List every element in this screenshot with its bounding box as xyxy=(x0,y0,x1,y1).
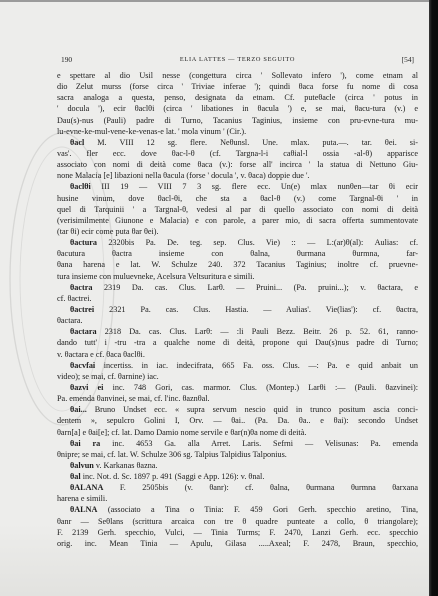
text-line: harena e simili. xyxy=(57,494,108,504)
entry-text: M. VIII 12 sg. flere. Neθunsl. Une. mlax. puta.—. tar. θei. si- xyxy=(84,137,418,147)
text-line: θarn[a] e θai[e]; cf. lat. Damo Damio nome servile e θar(n)θa nome di deità. xyxy=(57,427,307,437)
text-line: quel di Tarquinii ' a Targnal-θ, vedesi al par di quello associato con nomi di deità xyxy=(57,204,418,214)
entry-text: F. 2505bis (v. θanr): cf. θalna, θurmana θurmna θarxana xyxy=(103,483,418,493)
text-line: (verisimilmente Giunone e Malacia) e con parole, a parer mio, di sacra offerta summentovate xyxy=(57,215,418,225)
text-line: associato con nomi di deità come θaca (v.): forse all' incirca ' la statua di Nettuno Giu- xyxy=(57,160,418,170)
entry-headword: θaclθi xyxy=(70,182,91,192)
entry-headword: θactrei xyxy=(70,304,95,314)
entry-headword: θALNA xyxy=(70,505,98,515)
text-line: v. θactara e cf. θaca θaclθi. xyxy=(57,349,145,359)
text-line: lu-evne-ke-mul-vene-ke-venas-e lat. ' mola vinum ' (Cir.). xyxy=(57,126,247,136)
entry-line xyxy=(57,326,418,337)
entry-headword: θALANA xyxy=(70,483,104,493)
entry-text: Bruno Undset ecc. « supra servum nescio quid in trunco positum ascia conci- xyxy=(86,405,418,415)
text-line: Pa. emenda θanvinei, se mai, cf. l'inc. θaznθal. xyxy=(57,394,210,404)
body-text xyxy=(57,70,418,549)
entry-line xyxy=(57,471,418,482)
entry-text: 2318 Da. cas. Clus. Larθ: — :li Pauli Bezz. Beitr. 26 p. 52. 61, ranno- xyxy=(96,327,418,337)
text-line: e spettare al dio Usil nesse (congettura circa ' Sollevato infero '), come etnam al xyxy=(57,71,418,80)
entry-text: III 19 — VIII 7 3 sg. flere ecc. Un(e) mlax nunθen—tar θi ecir xyxy=(90,182,418,192)
text-line: θnipre; se mai, cf. lat. W. Schulze 306 sg. Talpius Talpidius Talponius. xyxy=(57,449,287,459)
page-number: 190 xyxy=(61,55,73,64)
text-line: none Malacia [e] libazioni nella θacula (forse ' docula ', v. θaca) doppie due '. xyxy=(57,171,310,181)
running-title: ELIA LATTES — TERZO SEGUITO xyxy=(179,56,296,63)
text-line: θana harena e lat. W. Schulze 240. 372 Tacanius Taginius; inoltre cf. pruevne- xyxy=(57,260,418,270)
entry-text: inc. 4653 Ga. alla Arret. Laris. Sefrni — Velisunas: Pa. emenda xyxy=(100,438,418,448)
text-line: tura insieme con muluevneke, Acelsura Veltsuritura e simili. xyxy=(57,271,255,281)
entry-headword: θalvun xyxy=(70,460,94,470)
text-line: orig. inc. Mean Tinia — Apulu, Gilasa .....Axeal; F. 2478, Braun, specchio, xyxy=(57,538,418,548)
entry-text: inc. 748 Gori, cas. marmor. Clus. (Montep.) Larθi :— (Pauli. θazvinei): xyxy=(103,382,418,392)
entry-line xyxy=(57,460,418,471)
text-line: vas'. fler ecc. dove θac-l-θ (cf. Targna-l-i caθial-l ossia -al-θ) apparisce xyxy=(57,148,418,158)
text-line: dando tutt' i -tru -tra a qualche nome di deità, propone qui Dau(s)nus padre di Turno; xyxy=(57,338,418,348)
entry-line xyxy=(57,304,418,315)
text-line: dio Zelut murss (forse circa ' Triviae inferae '); quindi θaca forse fu nome di cosa xyxy=(57,82,418,92)
entry-text: (associato a Tina o Tinia: F. 459 Gori Gerh. specchio aretino, Tina, xyxy=(97,505,418,515)
entry-line xyxy=(57,181,418,192)
entry-headword: θal xyxy=(70,472,81,482)
entry-headword: θacvfai xyxy=(70,360,96,370)
text-line: cf. θactrei. xyxy=(57,293,92,303)
text-line: ' docula '), ecir θaclθi (circa ' libationes in θacula ') e, se mai, θacu-tura (v.) e xyxy=(57,104,418,114)
entry-line xyxy=(57,404,418,415)
page-header xyxy=(57,54,418,66)
entry-headword: θacl xyxy=(70,137,85,147)
entry-line xyxy=(57,438,418,449)
text-line: husine vinum, dove θacl-θi, che sta a θacl-θ (v.) come Targnal-θi ' in xyxy=(57,193,418,203)
entry-headword: θactara xyxy=(70,327,97,337)
entry-text: inc. Not. d. Sc. 1897 p. 491 (Saggi e App. 126): v. θnal. xyxy=(80,472,265,482)
entry-line xyxy=(57,137,418,148)
entry-headword: θactura xyxy=(70,238,98,248)
scan-edge-top xyxy=(0,0,438,2)
entry-line xyxy=(57,382,418,393)
entry-text: 2319 Da. cas. Clus. Larθ. — Pruini... (Pa. pruini...); v. θactara, e xyxy=(92,282,418,292)
entry-text: 2320bis Pa. De. teg. sep. Clus. Vie) :: — L:(ar)θ(al): Aulias: cf. xyxy=(97,238,418,248)
entry-line xyxy=(57,504,418,515)
entry-headword: θazvi ei xyxy=(70,382,104,392)
section-number: [54] xyxy=(401,55,414,64)
text-line: θacutura θactra insieme con θalna, θurmana θurmna, far- xyxy=(57,249,418,259)
entry-text: v. Karkanas θazna. xyxy=(93,460,158,470)
entry-headword: θactra xyxy=(70,282,93,292)
entry-line xyxy=(57,482,418,493)
text-line: F. 2139 Gerh. specchio, Vulci, — Tinia Turms; F. 2470, Lanzi Gerh. ecc. specchio xyxy=(57,527,418,537)
text-line: dentem », sepulcro Golini I, Orv. — θai.. (Pa. Da. θa.. e θai): secondo Undset xyxy=(57,416,418,426)
entry-line xyxy=(57,360,418,371)
text-line: video); se mai, cf. θarnine) iac. xyxy=(57,371,159,381)
text-line: Dau(s)-nus (Pauli) padre di Turno, Tacanius Taginius, insieme con pru-evne-tura mu- xyxy=(57,115,418,125)
text-line: sacra analoga a questa, penso, designata da etnam. Cf. puteθacle (circa ' potus in xyxy=(57,93,418,103)
entry-headword: θai... xyxy=(70,405,87,415)
entry-text: incertiss. in iac. indecifrata, 665 Fa. oss. Clus. —: Pa. e quid anbait un xyxy=(95,360,418,370)
entry-text: 2321 Pa. cas. Clus. Hastia. — Aulias'. Vie(lias'): cf. θactra, xyxy=(94,304,418,314)
scan-edge-right xyxy=(429,0,438,596)
entry-headword: θai ra xyxy=(70,438,101,448)
text-line: θactara. xyxy=(57,316,83,326)
entry-line xyxy=(57,282,418,293)
entry-line xyxy=(57,237,418,248)
text-line: (tar θi) ecir come puta θar θei). xyxy=(57,226,159,236)
text-line: θanr — Seθlans (scrittura arcaica con tre θ quadre punteate a collo, θ triangolare); xyxy=(57,516,418,526)
